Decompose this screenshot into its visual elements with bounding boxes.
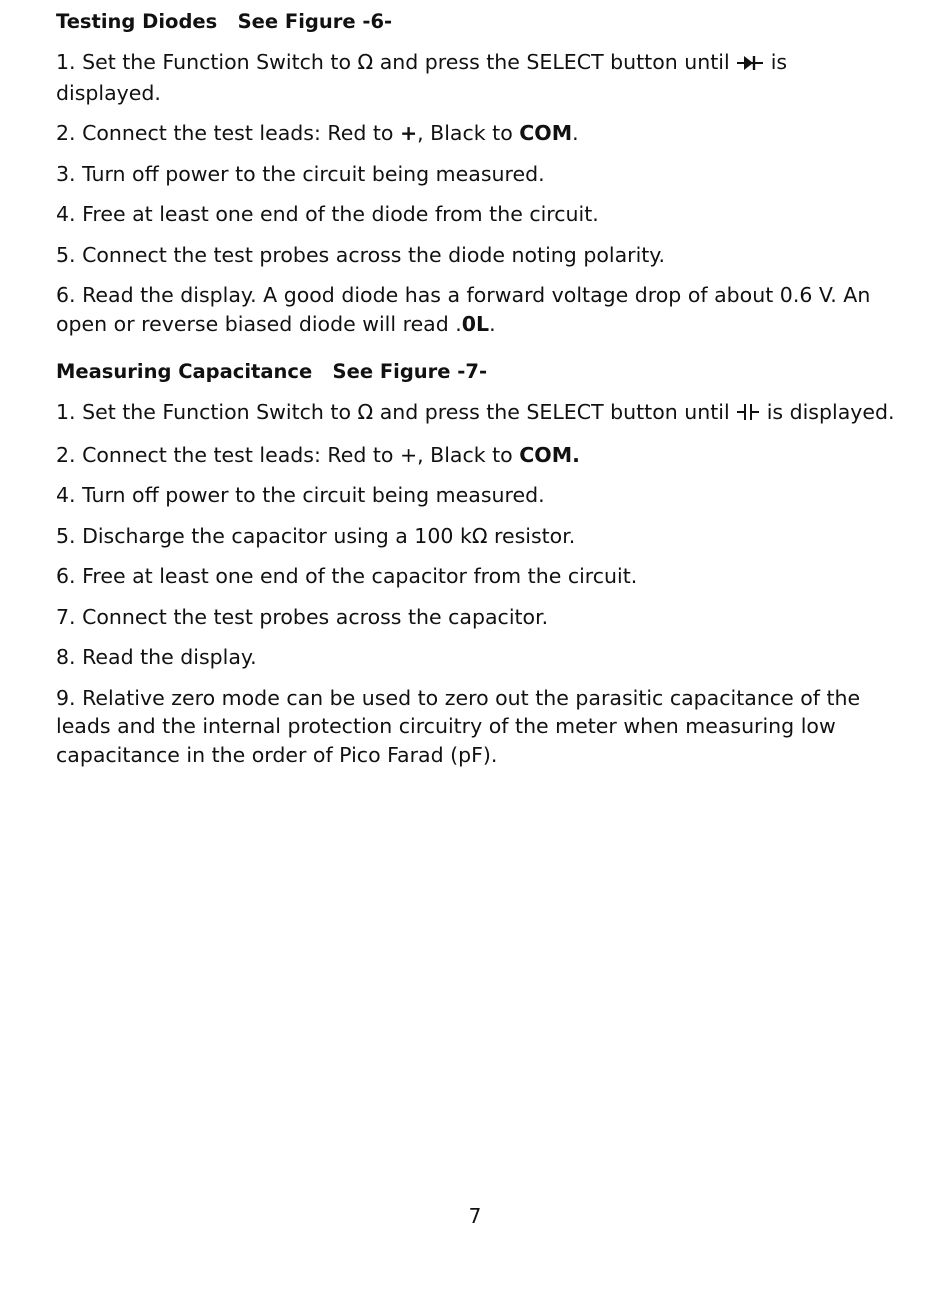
positive-terminal-label: +	[399, 121, 418, 145]
diodes-step-2-text-end: .	[572, 121, 579, 145]
capacitance-section	[56, 358, 896, 769]
diodes-step-1-text-end: is displayed.	[56, 50, 788, 105]
diodes-step-6-text-end: .	[489, 311, 496, 336]
capacitance-step-9: 9. Relative zero mode can be used to zero out the parasitic capacitance of the leads and the internal protection circuitry of the meter when measuring low capacitance in the order of Pico Farad (pF).	[56, 685, 861, 767]
diodes-step-3: 3. Turn off power to the circuit being measured.	[56, 161, 545, 186]
capacitance-step-1	[56, 398, 896, 429]
capacitance-step-1-text-end: is displayed.	[760, 400, 895, 424]
com-terminal-label: COM.	[519, 442, 580, 467]
diodes-section	[56, 8, 896, 338]
diodes-step-2	[56, 119, 896, 148]
capacitance-step-4: 4. Turn off power to the circuit being measured.	[56, 483, 545, 507]
capacitance-step-6: 6. Free at least one end of the capacitor from the circuit.	[56, 564, 638, 588]
capacitance-step-8: 8. Read the display.	[56, 645, 257, 669]
page-number: 7	[468, 1204, 482, 1228]
diodes-step-1-text-start: 1. Set the Function Switch to Ω and press the SELECT button until	[56, 50, 737, 74]
capacitance-step-1-text-start: 1. Set the Function Switch to Ω and press the SELECT button until	[56, 400, 737, 424]
overload-reading: 0L	[461, 311, 490, 336]
capacitor-icon	[736, 400, 760, 429]
capacitance-step-7: 7. Connect the test probes across the capacitor.	[56, 604, 549, 629]
diodes-step-5: 5. Connect the test probes across the diode noting polarity.	[56, 242, 666, 267]
diodes-step-4: 4. Free at least one end of the diode from the circuit.	[56, 202, 599, 226]
com-terminal-label: COM	[519, 121, 573, 145]
diodes-step-2-text-mid: , Black to	[417, 121, 520, 145]
diodes-heading: Testing Diodes See Figure -6-	[56, 10, 393, 33]
diodes-step-1	[56, 48, 896, 107]
capacitance-step-5: 5. Discharge the capacitor using a 100 kΩ resistor.	[56, 523, 576, 548]
capacitance-heading: Measuring Capacitance See Figure -7-	[56, 360, 488, 383]
diodes-step-2-text-start: 2. Connect the test leads: Red to	[56, 121, 400, 145]
diode-icon	[736, 50, 764, 79]
capacitance-step-2-text-start: 2. Connect the test leads: Red to +, Black to	[56, 442, 520, 467]
diodes-step-6-text-start: 6. Read the display. A good diode has a forward voltage drop of about 0.6 V. An open or reverse biased diode will read .	[56, 283, 871, 336]
capacitance-step-2	[56, 441, 896, 470]
diodes-step-6	[56, 281, 896, 338]
